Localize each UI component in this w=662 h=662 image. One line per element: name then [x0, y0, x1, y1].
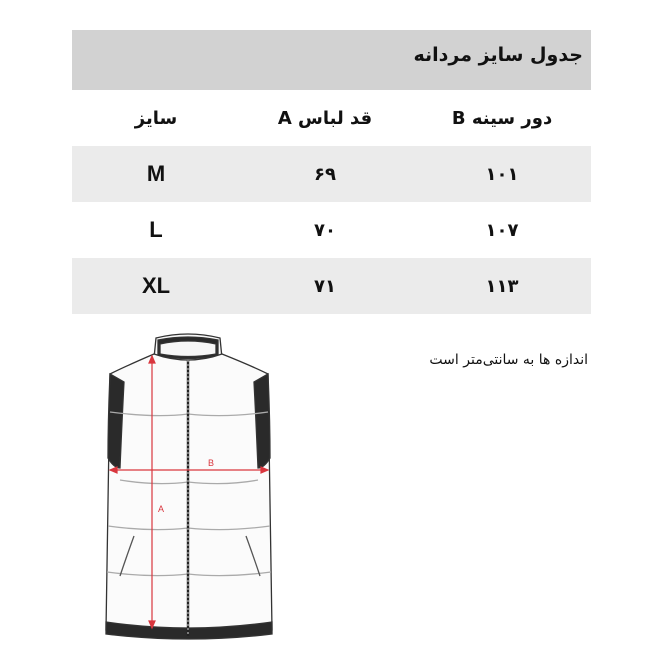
length-value: ۶۹: [314, 163, 336, 185]
chest-value: ۱۱۳: [485, 275, 519, 297]
vest-diagram: [96, 330, 286, 642]
chest-value: ۱۰۱: [485, 163, 519, 185]
size-table: [72, 90, 591, 314]
length-value: ۷۱: [314, 275, 336, 297]
table-title-bar: [72, 30, 591, 90]
header-length: A قد لباس: [277, 107, 373, 129]
measure-b-label: B: [208, 458, 215, 468]
units-note: اندازه ها به سانتی‌متر است: [429, 352, 588, 368]
table-row: [72, 202, 591, 258]
table-row: [72, 258, 591, 314]
chest-value: ۱۰۷: [485, 219, 519, 241]
table-title: جدول سایز مردانه: [413, 44, 583, 66]
measure-a-label: A: [158, 504, 165, 514]
length-value: ۷۰: [314, 219, 336, 241]
size-value: L: [149, 217, 163, 242]
table-row: [72, 146, 591, 202]
header-size: سایز: [134, 107, 178, 129]
size-value: XL: [141, 273, 171, 298]
header-chest: B دور سینه: [451, 107, 553, 129]
table-header-row: [72, 90, 591, 146]
size-value: M: [146, 161, 166, 186]
